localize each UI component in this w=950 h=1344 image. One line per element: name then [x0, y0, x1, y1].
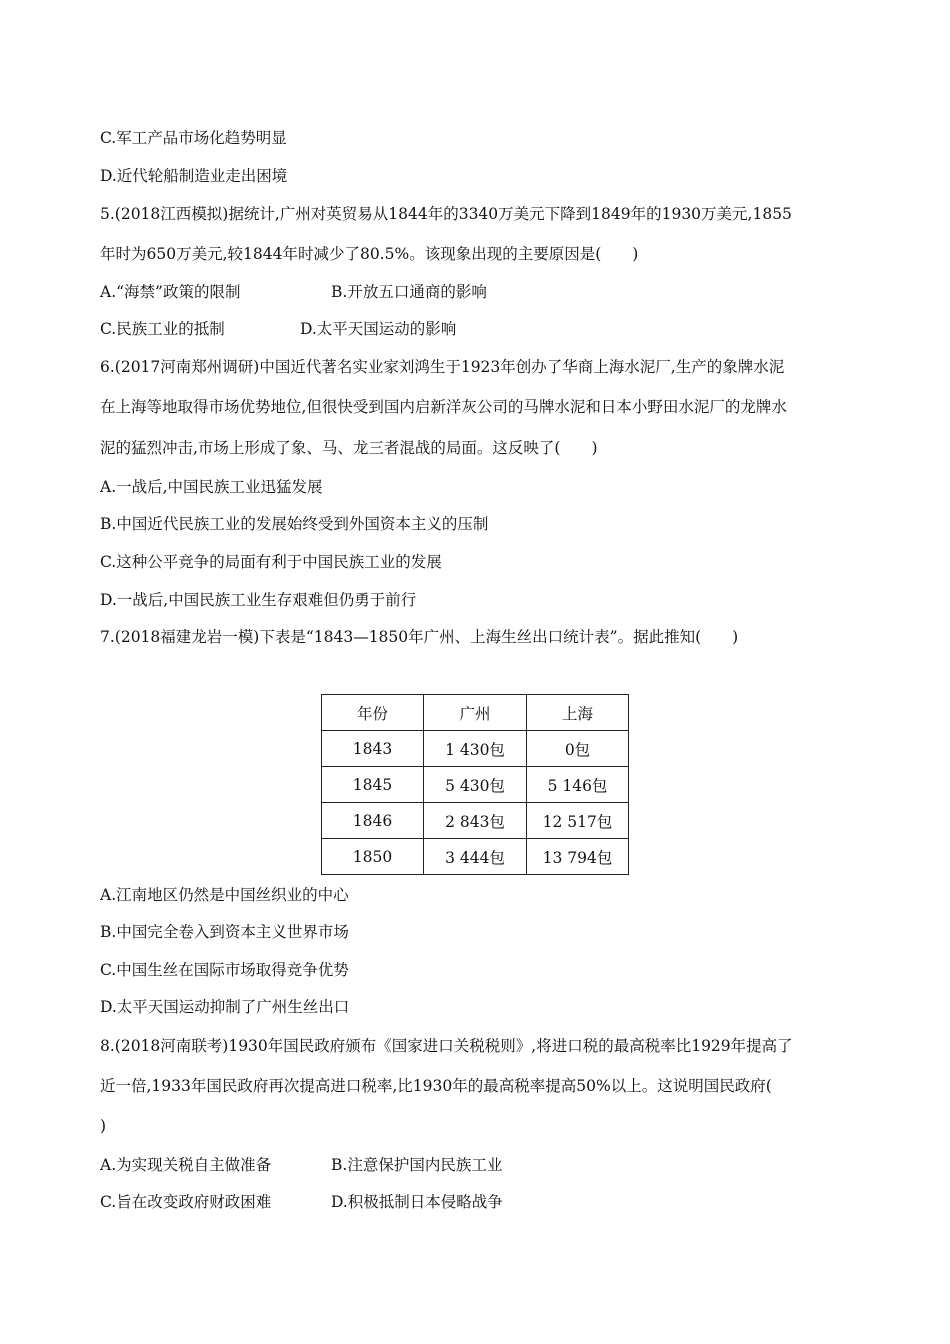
table-cell: 5 430包 — [424, 767, 527, 803]
table-cell: 1850 — [322, 839, 424, 875]
table-row — [322, 839, 629, 875]
table-cell: 1 430包 — [424, 731, 527, 767]
table-cell: 1846 — [322, 803, 424, 839]
q6-stem-line-2: 在上海等地取得市场优势地位,但很快受到国内启新洋灰公司的马牌水泥和日本小野田水泥厂的龙牌水 — [100, 398, 787, 416]
q5-option-b: B.开放五口通商的影响 — [331, 283, 487, 301]
q6-option-d: D.一战后,中国民族工业生存艰难但仍勇于前行 — [100, 591, 417, 609]
table-cell: 1843 — [322, 731, 424, 767]
q8-option-c: C.旨在改变政府财政困难 — [100, 1193, 272, 1211]
q8-stem-line-1: 8.(2018河南联考)1930年国民政府颁布《国家进口关税税则》,将进口税的最高税率比1929年提高了 — [100, 1037, 793, 1055]
q5-option-d: D.太平天国运动的影响 — [300, 320, 457, 338]
table-cell: 5 146包 — [527, 767, 629, 803]
q5-options-ab — [100, 282, 487, 302]
table-cell: 0包 — [527, 731, 629, 767]
table-header-guangzhou: 广州 — [424, 695, 527, 731]
q7-stem-line-1: 7.(2018福建龙岩一模)下表是“1843—1850年广州、上海生丝出口统计表”。据此推知( ) — [100, 628, 739, 646]
table-cell: 1845 — [322, 767, 424, 803]
q5-option-c: C.民族工业的抵制 — [100, 320, 225, 338]
q5-option-a: A.“海禁”政策的限制 — [100, 283, 241, 301]
q4-option-c: C.军工产品市场化趋势明显 — [100, 129, 287, 147]
q8-options-cd — [100, 1192, 503, 1212]
q6-option-b: B.中国近代民族工业的发展始终受到外国资本主义的压制 — [100, 515, 489, 533]
table-cell: 12 517包 — [527, 803, 629, 839]
table-header-row — [322, 695, 629, 731]
table-row — [322, 767, 629, 803]
table-header-year: 年份 — [322, 695, 424, 731]
q8-stem-line-3: ) — [100, 1117, 107, 1135]
q7-option-a: A.江南地区仍然是中国丝织业的中心 — [100, 886, 349, 904]
q8-option-d: D.积极抵制日本侵略战争 — [331, 1193, 503, 1211]
q6-option-a: A.一战后,中国民族工业迅猛发展 — [100, 478, 323, 496]
q7-option-d: D.太平天国运动抑制了广州生丝出口 — [100, 998, 350, 1016]
q6-stem-line-1: 6.(2017河南郑州调研)中国近代著名实业家刘鸿生于1923年创办了华商上海水泥厂,生产的象牌水泥 — [100, 358, 785, 376]
q5-options-cd — [100, 319, 456, 339]
table-cell: 13 794包 — [527, 839, 629, 875]
q7-option-c: C.中国生丝在国际市场取得竞争优势 — [100, 961, 349, 979]
q8-stem-line-2: 近一倍,1933年国民政府再次提高进口税率,比1930年的最高税率提高50%以上。这说明国民政府( — [100, 1077, 772, 1095]
table-header-shanghai: 上海 — [527, 695, 629, 731]
q5-stem-line-2: 年时为650万美元,较1844年时减少了80.5%。该现象出现的主要原因是( ) — [100, 245, 639, 263]
q8-option-a: A.为实现关税自主做准备 — [100, 1156, 272, 1174]
q4-option-d: D.近代轮船制造业走出困境 — [100, 167, 288, 185]
silk-export-table — [321, 694, 629, 875]
q6-stem-line-3: 泥的猛烈冲击,市场上形成了象、马、龙三者混战的局面。这反映了( ) — [100, 439, 598, 457]
q8-options-ab — [100, 1155, 502, 1175]
q8-option-b: B.注意保护国内民族工业 — [331, 1156, 503, 1174]
table-row — [322, 731, 629, 767]
table-cell: 3 444包 — [424, 839, 527, 875]
table-row — [322, 803, 629, 839]
q6-option-c: C.这种公平竞争的局面有利于中国民族工业的发展 — [100, 553, 442, 571]
table-cell: 2 843包 — [424, 803, 527, 839]
q5-stem-line-1: 5.(2018江西模拟)据统计,广州对英贸易从1844年的3340万美元下降到1849年的1930万美元,1855 — [100, 205, 792, 223]
q7-option-b: B.中国完全卷入到资本主义世界市场 — [100, 923, 349, 941]
